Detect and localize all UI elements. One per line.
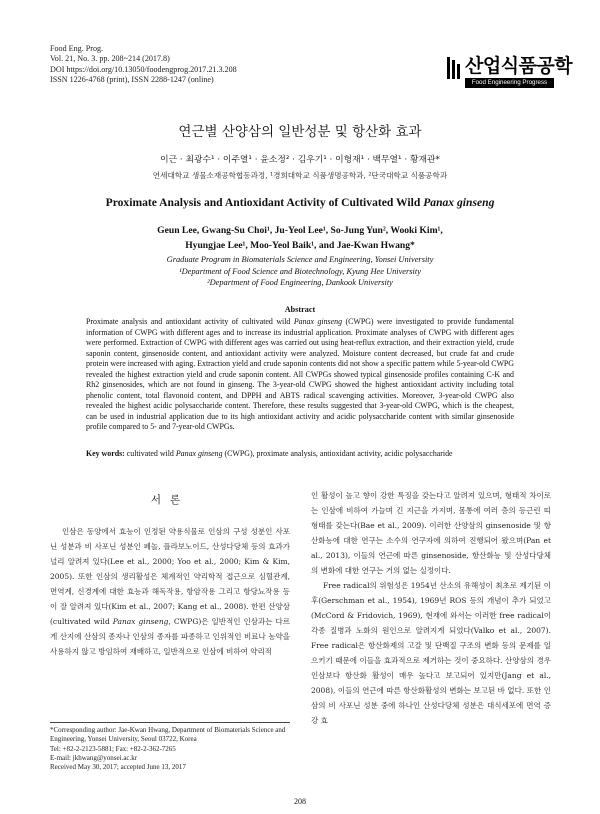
english-title-main: Proximate Analysis and Antioxidant Activity of Cultivated Wild bbox=[105, 196, 424, 209]
intro-paragraph-1-start: 인삼은 동양에서 효능이 인정된 약용식물로 인삼의 구성 성분인 사포닌 성분과 비 사포닌 성분인 페놀, 플라보노이드, 산성다당체 등의 효과가 널리 알려져 있다(Lee et al., 2000; Yoo et al., 2000; Kim & Kim, 2005). 또한 인삼의 생리활성은 체계적인 약리학적 접근으로 심혈관계, 면역계, 신경계에 대한 효능과 해독작용, 항암작용 그리고 항당뇨작용 등이 잘 알려져 있다(Kim et al., 2007; Kang et al., 2008). 한편 산양삼(cultivated wild bbox=[50, 527, 290, 626]
abstract-body bbox=[86, 317, 514, 433]
journal-volume: Vol. 21, No. 3. pp. 208~214 (2017.8) bbox=[50, 54, 170, 64]
journal-doi: DOI https://doi.org/10.13050/foodengprog.2017.21.3.208 bbox=[50, 64, 237, 74]
journal-logo bbox=[447, 51, 573, 93]
journal-logo-text: 산업식품공학 bbox=[465, 55, 573, 77]
abstract-text-start: Proximate analysis and antioxidant activity of cultivated wild bbox=[86, 317, 294, 326]
journal-logo-icon bbox=[447, 57, 461, 79]
footnote-email: E-mail: jkhwang@yonsei.ac.kr bbox=[50, 753, 138, 762]
footnote-corresponding-author: *Corresponding author: Jae-Kwan Hwang, Department of Biomaterials Science and Engineering, Yonsei University, Seoul 03722, Korea bbox=[50, 726, 286, 744]
english-authors-line1: Geun Lee, Gwang-Su Choi¹, Ju-Yeol Lee¹, So-Jung Yun², Wooki Kim¹, bbox=[157, 225, 443, 236]
left-column bbox=[50, 524, 290, 659]
page-number: 208 bbox=[294, 797, 306, 806]
intro-paragraph-1-rest: , CWPG)은 일반적인 인삼과는 다르게 산지에 산삼의 종자나 인삼의 종자를 파종하고 인위적인 비료나 농약을 사용하지 않고 방임하여 재배하고, 일반적으로 인삼에 비하여 약리적 bbox=[50, 617, 291, 656]
footnote-received: Received May 30, 2017; accepted June 13, 2017 bbox=[50, 763, 186, 772]
english-authors bbox=[0, 224, 600, 253]
footnote-phone: Tel: +82-2-2123-5881; Fax: +82-2-362-7265 bbox=[50, 744, 176, 753]
abstract-text-italic: Panax ginseng bbox=[293, 317, 343, 326]
korean-affiliation: 연세대학교 생물소재공학협동과정, ¹경희대학교 식품생명공학과, ²단국대학교 식품공학과 bbox=[152, 171, 448, 180]
journal-logo-subtitle: Food Engineering Progress bbox=[465, 78, 554, 88]
keywords-text-start: cultivated wild bbox=[124, 449, 176, 458]
intro-paragraph-2: 인 활성이 높고 향이 강한 특징을 갖는다고 알려져 있으며, 형태적 차이로는 인삼에 비하여 가늘며 긴 지근을 가지며, 몸통에 여러 층의 등근린 띠 형태를 갖는다(Bae et al., 2009). 이러한 산양삼의 ginsenoside 및 항산화능에 대한 연구는 소수의 연구자에 의하여 진행되어 왔으며(Pan et al., 2013), 이들의 연근에 따른 ginsenoside, 항산화능 및 산성다당체의 변화에 대한 연구는 거의 없는 실정이다. bbox=[311, 491, 551, 575]
english-affiliation-2: ¹Department of Food Science and Biotechnology, Kyung Hee University bbox=[179, 266, 421, 276]
right-column bbox=[311, 488, 551, 728]
english-title-italic: Panax ginseng bbox=[423, 196, 495, 209]
keywords-text-rest: (CWPG), proximate analysis, antioxidant activity, acidic polysaccharide bbox=[222, 449, 453, 458]
keywords bbox=[86, 449, 514, 460]
english-authors-line2: Hyungjae Lee¹, Moo-Yeol Baik¹, and Jae-Kwan Hwang* bbox=[185, 239, 415, 251]
journal-issn: ISSN 1226-4768 (print), ISSN 2288-1247 (online) bbox=[50, 75, 214, 85]
introduction-heading: 서론 bbox=[150, 494, 190, 506]
journal-name: Food Eng. Prog. bbox=[50, 44, 104, 53]
abstract-text-rest: (CWPG) were investigated to provide fundamental information of CWPG with different ages and to increase its industrial application. Proximate analyses of CWPG with different ages were performed. Extraction of CWPG with different ages was carried out using heat-reflux extraction, and their extraction yield, crude saponin content, ginsenoside content, and antioxidant activity were analyzed. Moisture content decreased, but crude fat and crude protein were increased with aging. Extraction yield and crude saponin contents did not show a specific pattern while 5-year-old CWPG revealed the highest extraction yield and crude saponin content. All CWPGs showed typical ginsenoside profiles containing C-K and Rh2 ginsenosides, which are not found in ginseng. The 3-year-old CWPG showed the highest antioxidant activity including total phenolic content, total flavonoid content, and DPPH and ABTS radical scavenging activities. Moreover, 3-year-old CWPG also revealed the highest acidic polysaccharide content. Therefore, these results suggested that 3-year-old CWPG, which is the cheapest, can be used in industrial application due to its high antioxidant activity and acidic polysaccharide content with similar ginsenoside profile compared to 5- and 7-year-old CWPGs. bbox=[86, 317, 514, 432]
korean-title: 연근별 산양삼의 일반성분 및 항산화 효과 bbox=[178, 124, 422, 140]
korean-authors: 이근 · 최광수¹ · 이주열¹ · 윤소정² · 김우기¹ · 이형재¹ · 백무열¹ · 황재관* bbox=[160, 155, 440, 165]
english-affiliation-1: Graduate Program in Biomaterials Science and Engineering, Yonsei University bbox=[166, 255, 434, 264]
intro-paragraph-3: Free radical의 위험성은 1954년 산소의 유해성이 최초로 제기된 이후(Gerschman et al., 1954), 1969년 ROS 등의 개념이 추가 되었고(McCord & Fridovich, 1969), 현재에 와서는 이러한 free radical이 각종 질병과 노화의 원인으로 알려지게 되었다(Valko et al., 2007). Free radical은 항산화제의 고갈 및 단백질 구조의 변화 등의 문제를 일으키기 때문에 이들을 효과적으로 제거하는 것이 중요하다. 산양삼의 경우 인삼보다 항산화 활성이 매우 높다고 보고되어 있지만(Jang et al., 2008), 이들의 연근에 따른 항산화활성의 변화는 보고된 바 없다. 또한 인삼의 비 사포닌 성분 중에 하나인 산성다당체 성분은 대식세포에 면역 증강 효 bbox=[311, 581, 551, 725]
keywords-text-italic: Panax ginseng bbox=[175, 449, 223, 458]
keywords-label: Key words: bbox=[86, 449, 125, 458]
journal-info bbox=[50, 44, 237, 86]
intro-paragraph-1-italic: Panax ginseng bbox=[112, 617, 169, 626]
footnote bbox=[50, 726, 290, 772]
abstract-heading: Abstract bbox=[284, 305, 316, 314]
english-affiliation-3: ²Department of Food Engineering, Dankook University bbox=[207, 278, 393, 287]
english-affiliations bbox=[0, 254, 600, 289]
english-title bbox=[0, 196, 600, 209]
intro-paragraph-1 bbox=[50, 524, 290, 659]
footnote-divider bbox=[50, 722, 290, 723]
